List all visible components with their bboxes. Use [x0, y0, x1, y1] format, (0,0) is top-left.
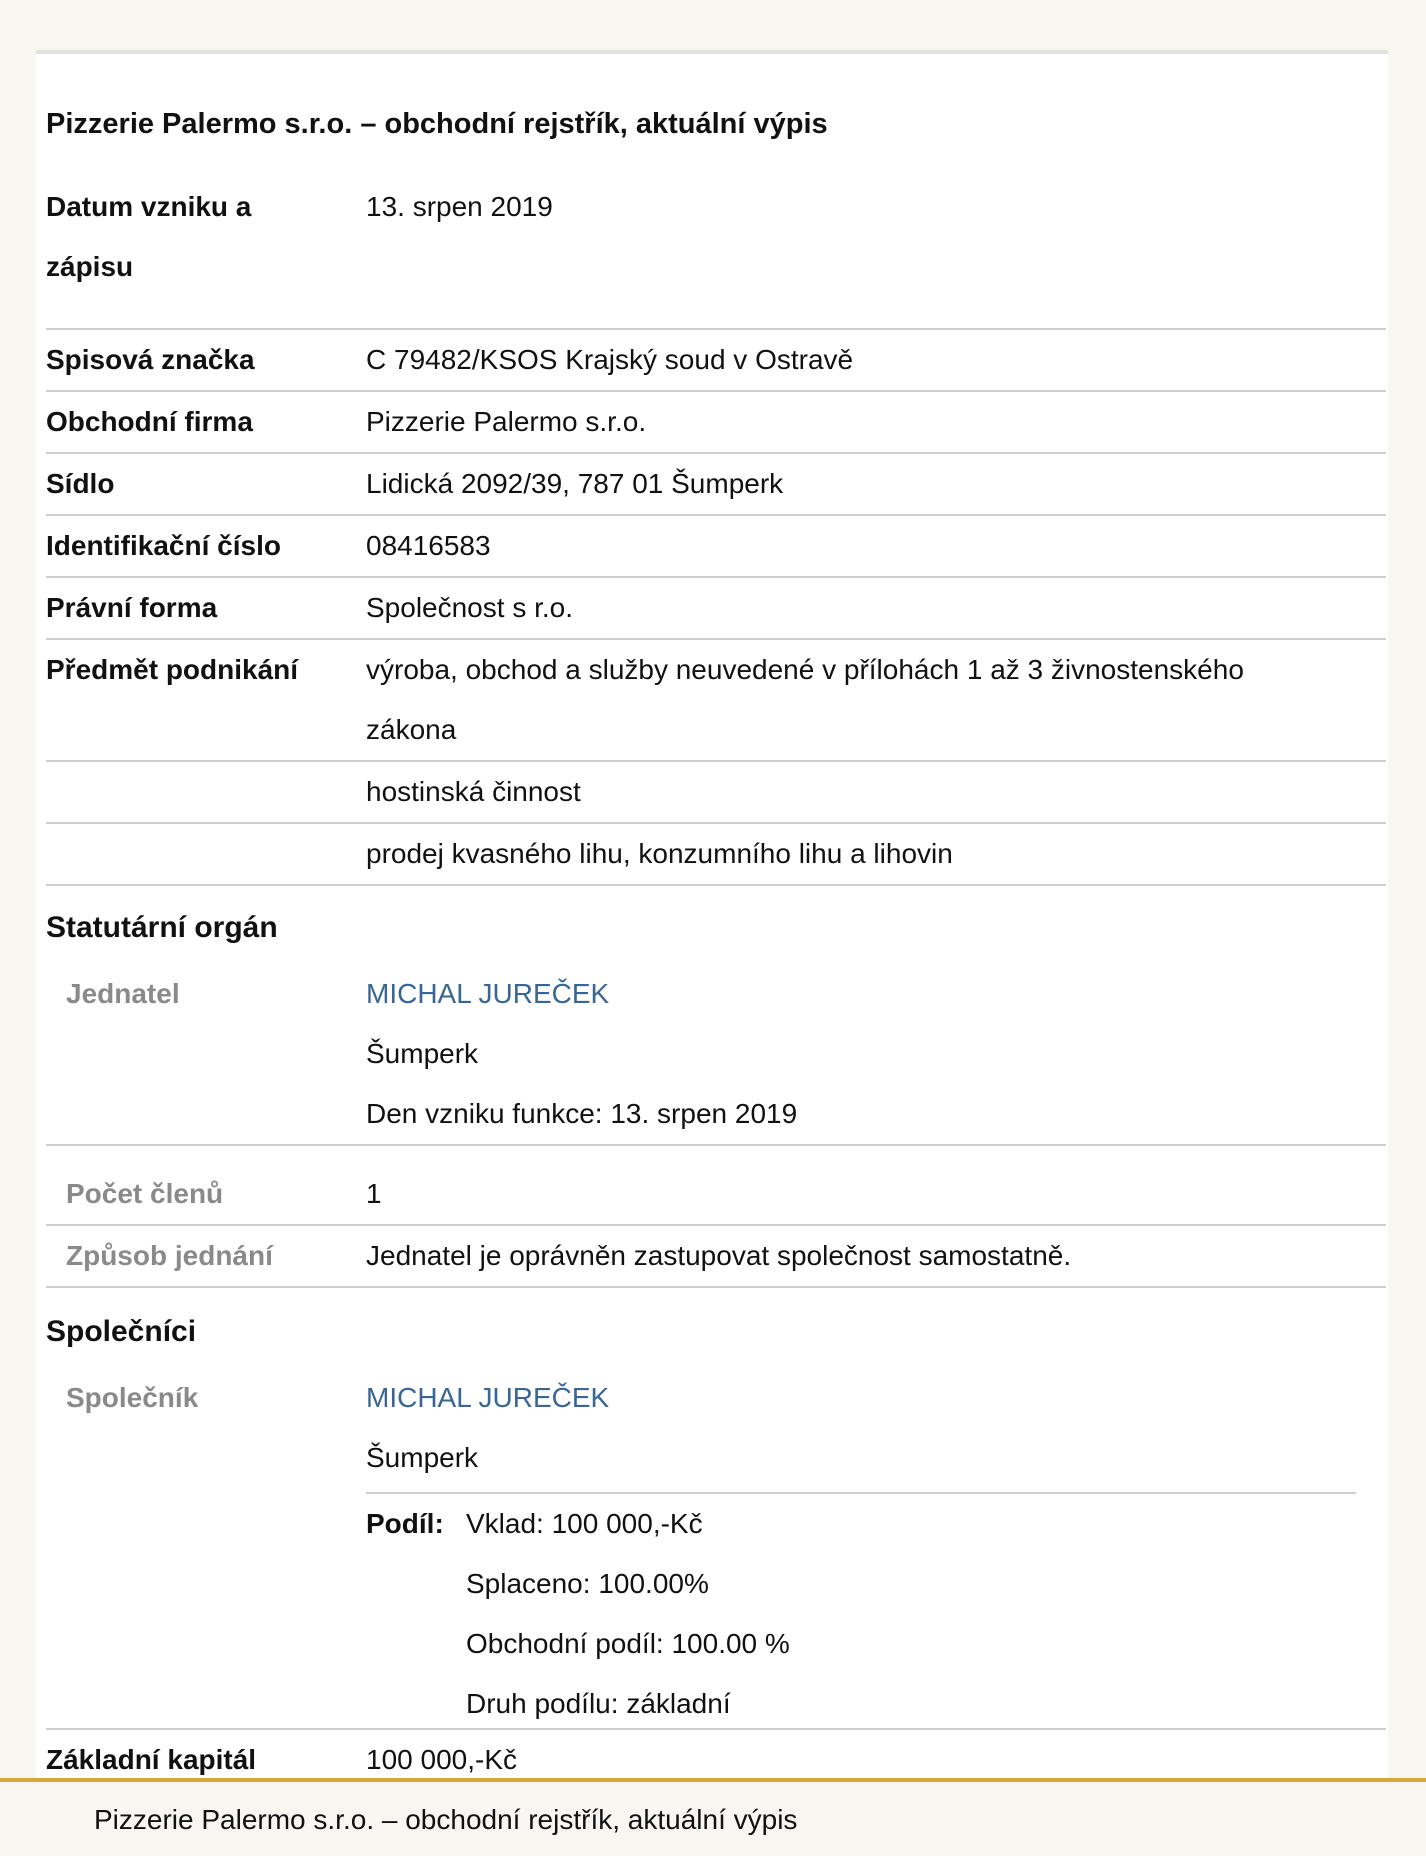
- row-spisova: [46, 330, 1386, 392]
- firma-value: Pizzerie Palermo s.r.o.: [366, 406, 647, 437]
- ico-value: 08416583: [366, 530, 491, 561]
- row-ico: [46, 516, 1386, 578]
- section-statutarni: Statutární orgán: [46, 911, 278, 944]
- row-spolecnik: [46, 1368, 1386, 1730]
- section-spolecnici: Společníci: [46, 1315, 197, 1348]
- podil-item: Vklad: 100 000,-Kč: [466, 1508, 703, 1539]
- predmet-label: Předmět podnikání: [46, 654, 299, 685]
- spisova-label: Spisová značka: [46, 344, 255, 375]
- spisova-value: C 79482/KSOS Krajský soud v Ostravě: [366, 344, 854, 375]
- jednatel-since: Den vzniku funkce: 13. srpen 2019: [366, 1098, 798, 1129]
- spolecnik-city: Šumperk: [366, 1442, 479, 1473]
- kapital-label: Základní kapitál: [46, 1744, 257, 1775]
- row-pocet: [46, 1164, 1386, 1226]
- jednatel-city: Šumperk: [366, 1038, 479, 1069]
- predmet-item: hostinská činnost: [366, 776, 581, 807]
- page-title: Pizzerie Palermo s.r.o. – obchodní rejstřík, aktuální výpis: [46, 108, 828, 140]
- forma-value: Společnost s r.o.: [366, 592, 574, 623]
- sidlo-value: Lidická 2092/39, 787 01 Šumperk: [366, 468, 784, 499]
- row-firma: [46, 392, 1386, 454]
- datum-value: 13. srpen 2019: [366, 191, 553, 222]
- pocet-label: Počet členů: [66, 1178, 224, 1209]
- row-predmet: [46, 640, 1386, 762]
- row-jednatel: [46, 964, 1386, 1146]
- podil-item: Splaceno: 100.00%: [466, 1568, 709, 1599]
- jednatel-label: Jednatel: [66, 978, 180, 1009]
- row-predmet-3: [46, 824, 1386, 886]
- row-forma: [46, 578, 1386, 640]
- spolecnik-name-link[interactable]: MICHAL JUREČEK: [366, 1382, 610, 1413]
- predmet-item: prodej kvasného lihu, konzumního lihu a lihovin: [366, 838, 953, 869]
- firma-label: Obchodní firma: [46, 406, 253, 437]
- forma-label: Právní forma: [46, 592, 218, 623]
- pocet-value: 1: [366, 1178, 382, 1209]
- spolecnik-label: Společník: [66, 1382, 199, 1413]
- row-predmet-2: [46, 762, 1386, 824]
- datum-label: Datum vzniku a zápisu: [46, 191, 252, 282]
- jednatel-name-link[interactable]: MICHAL JUREČEK: [366, 978, 610, 1009]
- podil-label: Podíl:: [366, 1508, 444, 1539]
- kapital-value: 100 000,-Kč: [366, 1744, 517, 1775]
- row-zpusob: [46, 1226, 1386, 1288]
- sidlo-label: Sídlo: [46, 468, 115, 499]
- podil-item: Obchodní podíl: 100.00 %: [466, 1628, 790, 1659]
- zpusob-value: Jednatel je oprávněn zastupovat společnost samostatně.: [366, 1240, 1072, 1271]
- footer-text: Pizzerie Palermo s.r.o. – obchodní rejstřík, aktuální výpis: [94, 1804, 798, 1835]
- row-datum: [46, 174, 1386, 330]
- row-sidlo: [46, 454, 1386, 516]
- podil-item: Druh podílu: základní: [466, 1688, 731, 1719]
- predmet-item: zákona: [366, 714, 457, 745]
- footer: [0, 1778, 1426, 1856]
- zpusob-label: Způsob jednání: [66, 1240, 273, 1271]
- register-card: [36, 50, 1388, 1779]
- ico-label: Identifikační číslo: [46, 530, 281, 561]
- predmet-item: výroba, obchod a služby neuvedené v přílohách 1 až 3 živnostenského: [366, 654, 1244, 685]
